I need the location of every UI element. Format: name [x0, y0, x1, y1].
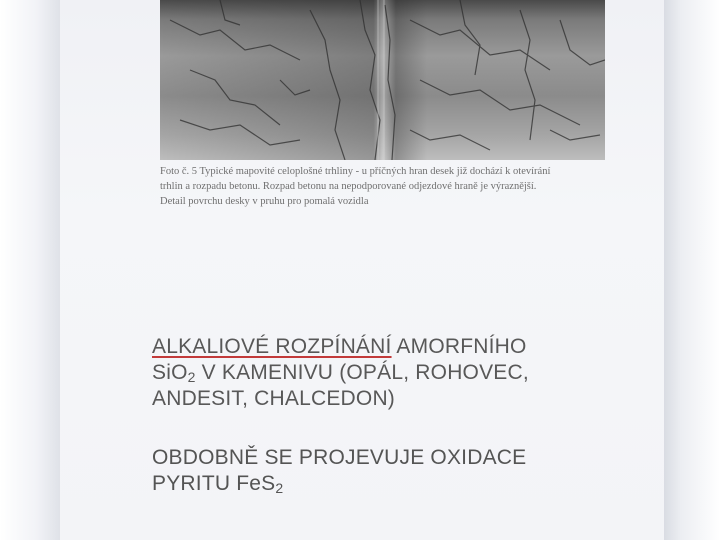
heading-line-2-rest: V KAMENIVU (OPÁL, ROHOVEC,	[195, 361, 529, 384]
heading-line-1	[152, 334, 632, 360]
fes2-subscript: 2	[275, 480, 284, 496]
crack-pattern-image	[160, 0, 605, 160]
caption-line: Foto č. 5 Typické mapovité celoplošné trhliny - u příčných hran desek již dochází k otevírání	[160, 166, 551, 177]
heading-line-1-rest: AMORFNÍHO	[391, 335, 527, 358]
concrete-cracks-photo	[160, 0, 605, 160]
sio2-formula: SiO	[152, 361, 188, 384]
photo-caption	[160, 164, 605, 209]
heading-line-3: ANDESIT, CHALCEDON)	[152, 387, 396, 410]
underlined-term: ALKALIOVÉ ROZPÍNÁNÍ	[152, 335, 392, 358]
heading-alkali-silica	[152, 334, 632, 412]
sio2-subscript: 2	[187, 369, 196, 385]
page-left-margin	[0, 0, 60, 540]
paragraph-pyrite-oxidation	[152, 445, 632, 497]
pyrite-formula: PYRITU FeS	[152, 472, 276, 495]
page-right-margin	[664, 0, 720, 540]
paragraph-line-1: OBDOBNĚ SE PROJEVUJE OXIDACE	[152, 446, 527, 469]
heading-line-2	[152, 360, 632, 386]
caption-line: Detail povrchu desky v pruhu pro pomalá vozidla	[160, 196, 369, 207]
caption-line: trhlin a rozpadu betonu. Rozpad betonu na nepodporované odjezdové hraně je výraznější.	[160, 181, 537, 192]
paragraph-line-2	[152, 471, 632, 497]
